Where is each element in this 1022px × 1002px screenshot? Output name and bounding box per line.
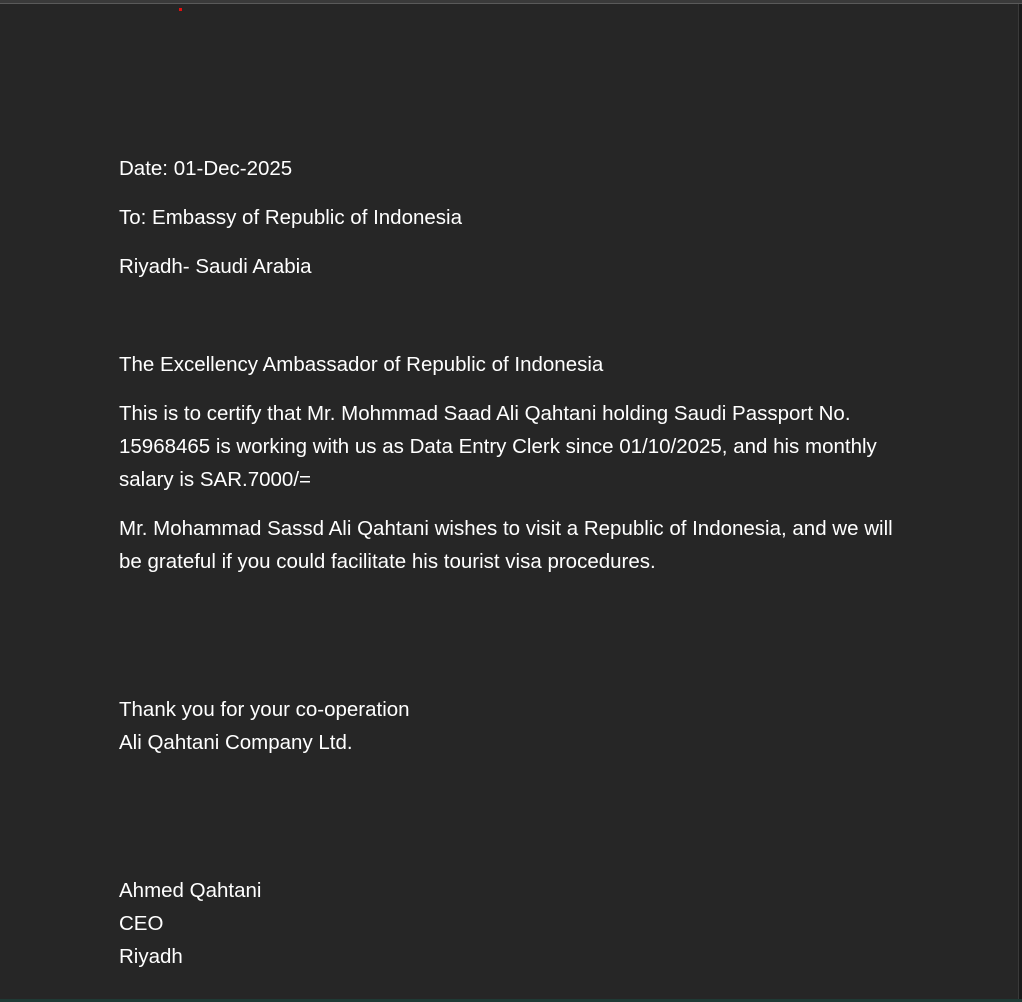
letter-recipient: To: Embassy of Republic of Indonesia <box>119 206 462 229</box>
window-right-border <box>1018 4 1022 1002</box>
letter-salutation: The Excellency Ambassador of Republic of Indonesia <box>119 353 604 376</box>
window-top-border <box>0 0 1022 4</box>
letter-date: Date: 01-Dec-2025 <box>119 157 293 180</box>
signatory-name: Ahmed Qahtani <box>119 879 262 902</box>
letter-closing: Thank you for your co-operation <box>119 698 410 721</box>
letter-paragraph-request: Mr. Mohammad Sassd Ali Qahtani wishes to visit a Republic of Indonesia, and we will be grateful if you could facilitate his tourist visa procedures. <box>119 517 899 573</box>
letter-company-name: Ali Qahtani Company Ltd. <box>119 731 353 754</box>
signatory-city: Riyadh <box>119 945 183 968</box>
letter-paragraph-certification: This is to certify that Mr. Mohmmad Saad Ali Qahtani holding Saudi Passport No. 15968465 is working with us as Data Entry Clerk since 01/10/2025, and his monthly salary is SAR.7000/= <box>119 402 883 491</box>
signatory-title: CEO <box>119 912 164 935</box>
letter-recipient-city: Riyadh- Saudi Arabia <box>119 255 312 278</box>
red-cursor-mark <box>179 8 182 11</box>
document-page[interactable] <box>119 152 909 973</box>
